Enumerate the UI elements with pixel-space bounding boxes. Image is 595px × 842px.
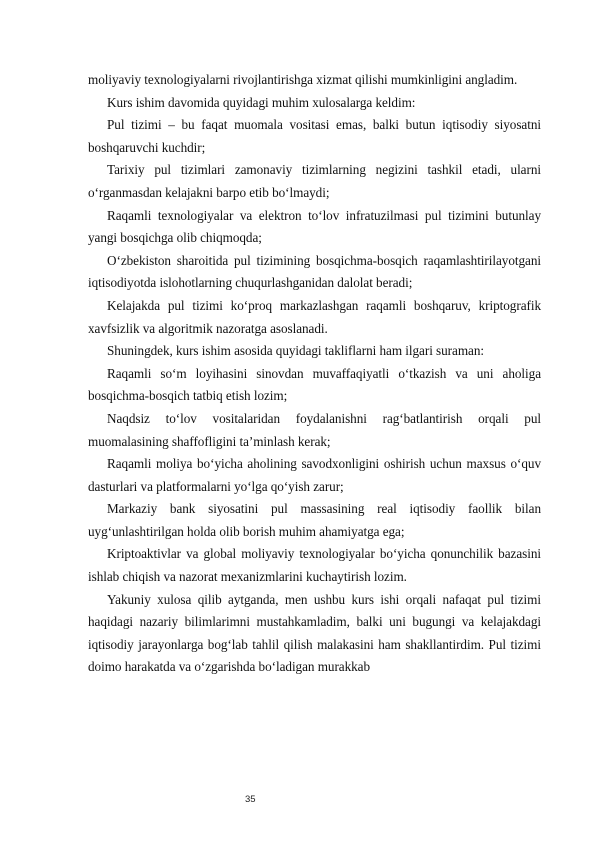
paragraph-proposal-3: Raqamli moliya bo‘yicha aholining savodxonligini oshirish uchun maxsus o‘quv dasturlari va platformalarni yo‘lga qo‘yish zarur; xyxy=(88,456,541,494)
paragraph-conclusion-4: O‘zbekiston sharoitida pul tizimining bosqichma-bosqich raqamlashtirilayotgani iqtisodiyotda islohotlarning chuqurlashganidan dalolat beradi; xyxy=(88,252,541,291)
paragraph-conclusion-3: Raqamli texnologiyalar va elektron to‘lov infratuzilmasi pul tizimini butunlay yangi bosqichga olib chiqmoqda; xyxy=(88,207,541,246)
paragraph-conclusion-2: Tarixiy pul tizimlari zamonaviy tizimlarning negizini tashkil etadi, ularni o‘rganmasdan kelajakni barpo etib bo‘lmaydi; xyxy=(88,162,541,200)
paragraph-continuation: moliyaviy texnologiyalarni rivojlantirishga xizmat qilishi mumkinligini angladim. xyxy=(88,72,518,87)
paragraph-proposal-2: Naqdsiz to‘lov vositalaridan foydalanishni rag‘batlantirish orqali pul muomalasining shaffofligini ta’minlash kerak; xyxy=(88,410,541,449)
paragraph-conclusion-5: Kelajakda pul tizimi ko‘proq markazlashgan raqamli boshqaruv, kriptografik xavfsizlik va algoritmik nazoratga asoslanadi. xyxy=(88,297,541,336)
paragraph-conclusion-1: Pul tizimi – bu faqat muomala vositasi emas, balki butun iqtisodiy siyosatni boshqaruvchi kuchdir; xyxy=(88,117,541,155)
paragraph-proposal-1: Raqamli so‘m loyihasini sinovdan muvaffaqiyatli o‘tkazish va uni aholiga bosqichma-bosqich tatbiq etish lozim; xyxy=(88,365,541,404)
paragraph-proposal-5: Kriptoaktivlar va global moliyaviy texnologiyalar bo‘yicha qonunchilik bazasini ishlab chiqish va nazorat mexanizmlarini kuchaytirish lozim. xyxy=(88,546,541,585)
page-number: 35 xyxy=(245,794,256,805)
paragraph-intro-proposals: Shuningdek, kurs ishim asosida quyidagi takliflarni ham ilgari suraman: xyxy=(107,343,484,359)
paragraph-proposal-4: Markaziy bank siyosatini pul massasining real iqtisodiy faollik bilan uyg‘unlashtirilgan holda olib borish muhim ahamiyatga ega; xyxy=(88,501,541,539)
paragraph-intro-conclusions: Kurs ishim davomida quyidagi muhim xulosalarga keldim: xyxy=(107,94,416,110)
paragraph-final-conclusion: Yakuniy xulosa qilib aytganda, men ushbu kurs ishi orqali nafaqat pul tizimi haqidagi nazariy bilimlarimni mustahkamladim, balki uni bugungi va kelajakdagi iqtisodiy jarayonlarga bog‘lab tahlil qilish malakasini ham shakllantirdim. Pul tizimi doimo harakatda va o‘zgarishda bo‘ladigan murakkab xyxy=(88,591,541,675)
document-body xyxy=(88,69,541,679)
